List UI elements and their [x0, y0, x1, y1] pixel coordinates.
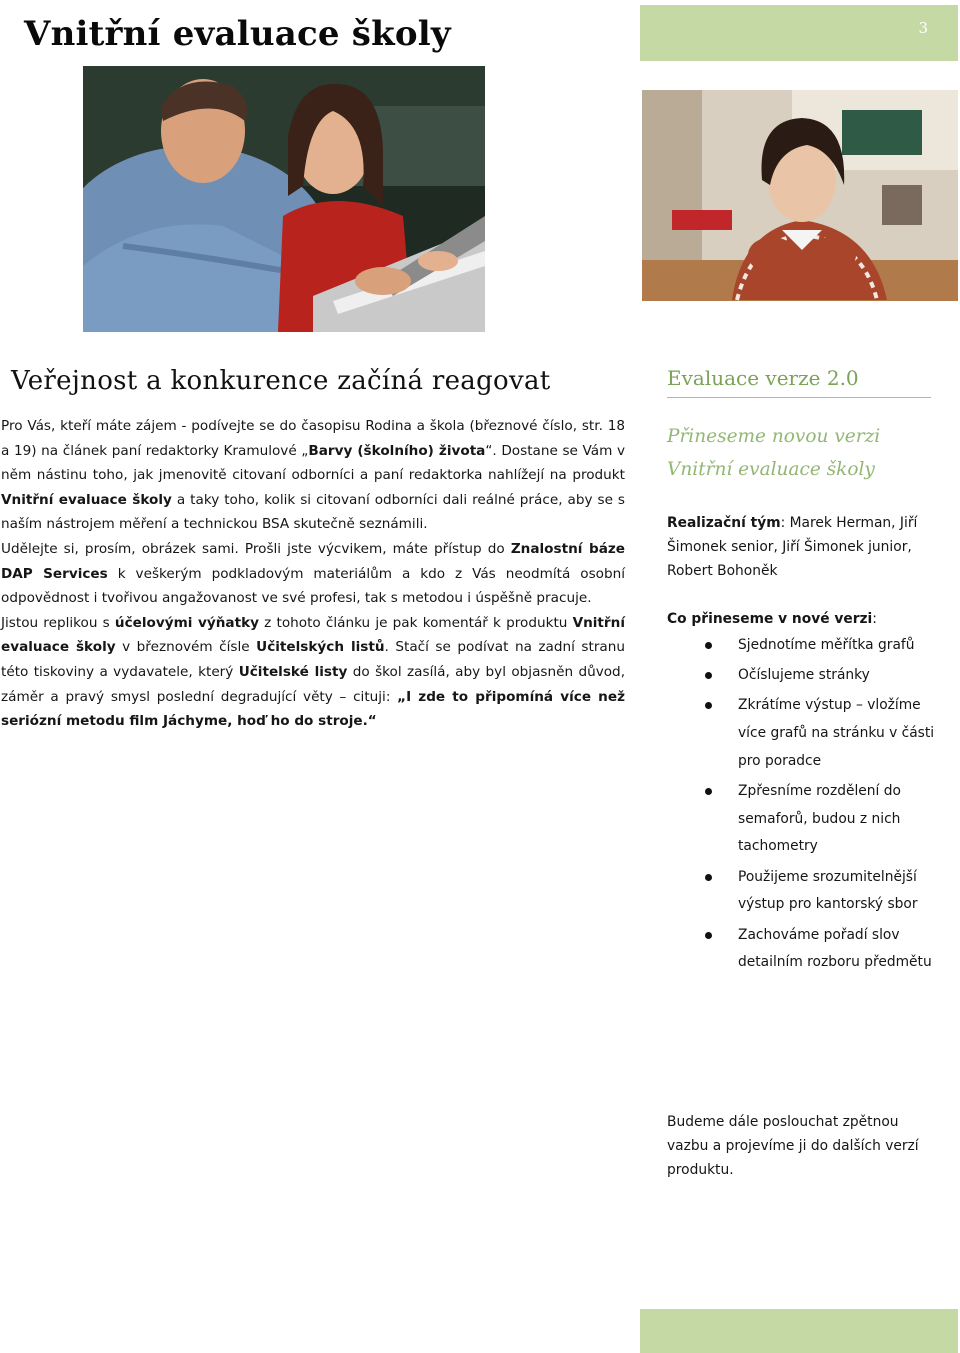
list-item — [705, 778, 937, 861]
article-emphasis: Znalostní báze DAP Services — [1, 540, 625, 582]
team-label: Realizační tým — [667, 515, 781, 531]
list-item — [705, 632, 937, 660]
team-info — [667, 511, 939, 583]
page-title: Vnitřní evaluace školy — [24, 14, 451, 54]
features-colon: : — [872, 611, 877, 627]
team-members: : Marek Herman, Jiří Šimonek senior, Jiří Šimonek junior, Robert Bohoněk — [667, 515, 918, 579]
bullet-icon — [705, 874, 712, 881]
sidebar-subtitle — [667, 420, 937, 486]
list-item-text: Zpřesníme rozdělení do semaforů, budou z nich tachometry — [738, 783, 901, 855]
bullet-icon — [705, 642, 712, 649]
article-text: . Stačí se podívat na zadní stranu této tiskoviny a vydavatele, který — [1, 639, 625, 680]
sidebar-subtitle-line: Přineseme novou verzi — [667, 426, 881, 447]
sidebar-title: Evaluace verze 2.0 — [667, 366, 931, 398]
list-item-text: Použijeme srozumitelnější výstup pro kantorský sbor — [738, 868, 918, 913]
article-body — [1, 414, 625, 734]
bullet-icon — [705, 932, 712, 939]
article-emphasis: Vnitřní evaluace školy — [1, 614, 625, 656]
list-item-text: Očíslujeme stránky — [738, 667, 870, 684]
bullet-icon — [705, 672, 712, 679]
article-text: a taky toho, kolik si citovaní odborníci dali reálné práce, aby se s naším nástrojem měření a technickou BSA skutečně seznámili. — [1, 491, 625, 533]
list-item-text: Zkrátíme výstup – vložíme více grafů na stránku v části pro poradce — [738, 697, 935, 769]
bullet-icon — [705, 702, 712, 709]
article-text: k veškerým podkladovým materiálům a kdo z Vás neodmítá osobní odpovědnost i tvořivou angažovanost ve své profesi, tak s metodou i úspěšně pracuje. — [1, 565, 626, 607]
article-emphasis: Barvy (školního) života — [308, 442, 486, 459]
article-text: “. Dostane se Vám v něm nástinu toho, jak jmenovitě citovaní odborníci a paní redaktorka nahlížejí na produkt — [1, 442, 625, 484]
list-item — [705, 922, 937, 977]
article-paragraph — [1, 537, 625, 611]
closing-note: Budeme dále poslouchat zpětnou vazbu a projevíme ji do dalších verzí produktu. — [667, 1114, 919, 1178]
article-emphasis: „I zde to připomíná více než seriózní metodu film Jáchyme, hoď ho do stroje.“ — [1, 688, 625, 730]
photo-student-classroom — [642, 90, 958, 301]
article-text: v březnovém čísle — [115, 639, 257, 656]
photo-teacher-student — [83, 66, 485, 332]
article-emphasis: Učitelské listy — [238, 663, 348, 680]
features-list — [705, 632, 937, 979]
header-band — [640, 5, 958, 61]
article-emphasis: účelovými výňatky — [114, 614, 259, 631]
list-item-text: Zachováme pořadí slov detailním rozboru předmětu — [738, 926, 932, 971]
article-text: Pro Vás, kteří máte zájem - podívejte se do časopisu Rodina a škola (březnové číslo, str. 18 a 19) na článek paní redaktorky Kramulové „ — [1, 418, 625, 459]
article-text: do škol zasílá, aby byl objasněn důvod, záměr a pravý smysl poslední degradující věty – cituji: — [1, 663, 626, 705]
list-item — [705, 864, 937, 919]
article-text: Udělejte si, prosím, obrázek sami. Prošli jste výcvikem, máte přístup do — [1, 540, 511, 557]
article-text: z tohoto článku je pak komentář k produktu — [259, 614, 573, 631]
article-emphasis: Učitelských listů — [256, 639, 385, 656]
article-text: Jistou replikou s — [1, 614, 115, 631]
article-heading: Veřejnost a konkurence začíná reagovat — [11, 366, 551, 396]
page-number: 3 — [918, 19, 928, 37]
list-item-text: Sjednotíme měřítka grafů — [738, 637, 915, 653]
features-label: Co přineseme v nové verzi — [667, 611, 873, 627]
sidebar-subtitle-line: Vnitřní evaluace školy — [667, 459, 875, 480]
bullet-icon — [705, 788, 712, 795]
article-emphasis: Vnitřní evaluace školy — [1, 491, 172, 508]
footer-band — [640, 1309, 958, 1353]
article-paragraph — [1, 414, 625, 537]
list-item — [705, 692, 937, 775]
features-heading — [667, 607, 939, 631]
article-paragraph — [1, 611, 625, 734]
list-item — [705, 662, 937, 690]
